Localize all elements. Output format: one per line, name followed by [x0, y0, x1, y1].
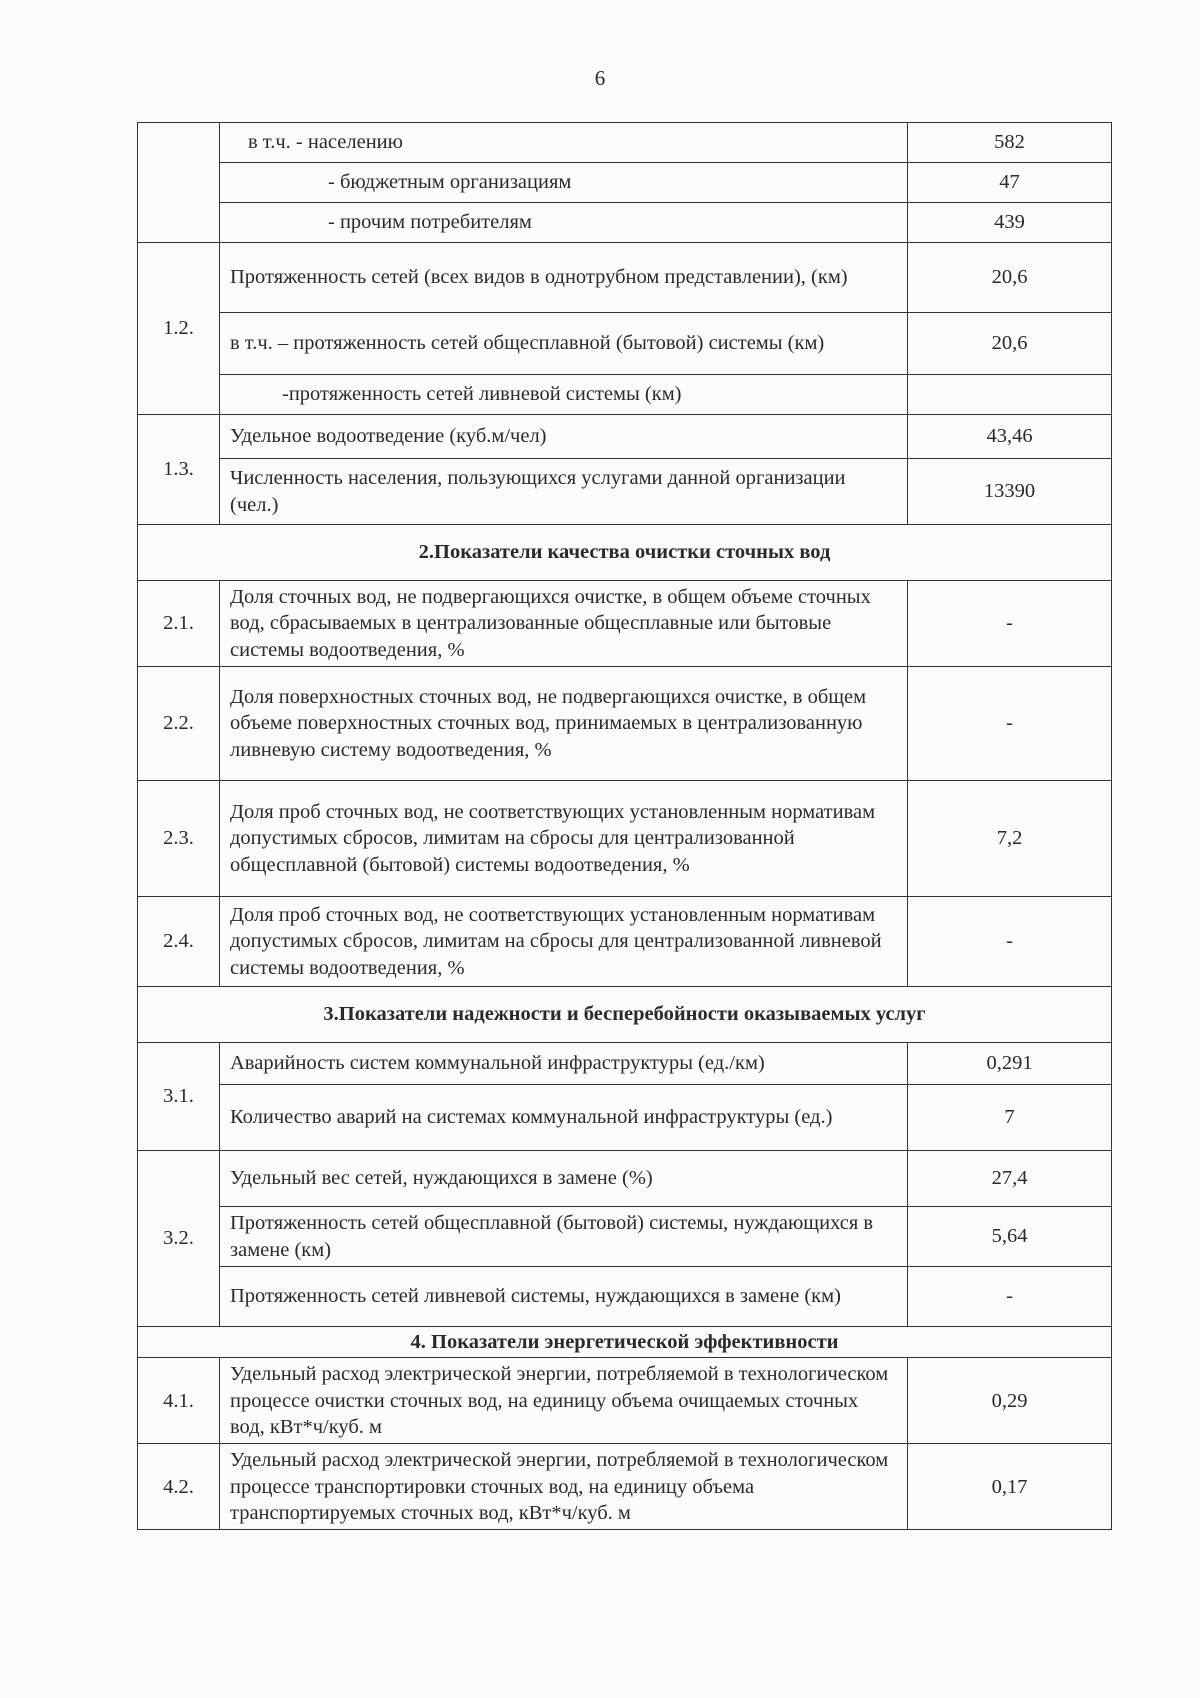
- row-description: Доля поверхностных сточных вод, не подвергающихся очистке, в общем объеме поверхностных сточных вод, принимаемых в централизованную ливневую систему водоотведения, %: [220, 667, 908, 781]
- row-value: -: [908, 1267, 1112, 1327]
- table-row: [138, 897, 1112, 987]
- row-number: 4.1.: [138, 1358, 220, 1444]
- row-value: 582: [908, 123, 1112, 163]
- table-row: [138, 123, 1112, 163]
- row-description: Численность населения, пользующихся услугами данной организации (чел.): [220, 459, 908, 525]
- table-row: [138, 781, 1112, 897]
- row-description: Доля сточных вод, не подвергающихся очистке, в общем объеме сточных вод, сбрасываемых в централизованные общесплавные или бытовые системы водоотведения, %: [220, 581, 908, 667]
- row-value: 13390: [908, 459, 1112, 525]
- row-value: [908, 375, 1112, 415]
- row-number: 3.1.: [138, 1043, 220, 1151]
- section-heading: 4. Показатели энергетической эффективности: [138, 1327, 1112, 1358]
- section-heading: 2.Показатели качества очистки сточных вод: [138, 525, 1112, 581]
- row-value: 43,46: [908, 415, 1112, 459]
- row-value: 0,29: [908, 1358, 1112, 1444]
- row-description: Протяженность сетей (всех видов в однотрубном представлении), (км): [220, 243, 908, 313]
- table-row: [138, 1207, 1112, 1267]
- table-row: [138, 1358, 1112, 1444]
- row-description: Протяженность сетей общесплавной (бытовой) системы, нуждающихся в замене (км): [220, 1207, 908, 1267]
- row-value: 47: [908, 163, 1112, 203]
- table-row: [138, 163, 1112, 203]
- page-number: 6: [594, 66, 606, 90]
- row-description: -протяженность сетей ливневой системы (км): [220, 375, 908, 415]
- table-row: [138, 375, 1112, 415]
- row-description: - бюджетным организациям: [220, 163, 908, 203]
- row-value: -: [908, 667, 1112, 781]
- row-value: 20,6: [908, 243, 1112, 313]
- table-row: [138, 1444, 1112, 1530]
- table-row: [138, 1151, 1112, 1207]
- indicators-table: [137, 122, 1112, 1530]
- table-row: [138, 581, 1112, 667]
- row-value: 0,291: [908, 1043, 1112, 1085]
- row-description: Количество аварий на системах коммунальной инфраструктуры (ед.): [220, 1085, 908, 1151]
- row-number-cell: [138, 123, 220, 243]
- row-description: Доля проб сточных вод, не соответствующих установленным нормативам допустимых сбросов, лимитам на сбросы для централизованной ливневой системы водоотведения, %: [220, 897, 908, 987]
- table-row: [138, 459, 1112, 525]
- row-value: 5,64: [908, 1207, 1112, 1267]
- row-description: Удельный вес сетей, нуждающихся в замене (%): [220, 1151, 908, 1207]
- row-description: - прочим потребителям: [220, 203, 908, 243]
- row-description: Аварийность систем коммунальной инфраструктуры (ед./км): [220, 1043, 908, 1085]
- row-value: 27,4: [908, 1151, 1112, 1207]
- row-description: Удельный расход электрической энергии, потребляемой в технологическом процессе транспортировки сточных вод, на единицу объема транспортируемых сточных вод, кВт*ч/куб. м: [220, 1444, 908, 1530]
- row-number: 4.2.: [138, 1444, 220, 1530]
- row-description: Протяженность сетей ливневой системы, нуждающихся в замене (км): [220, 1267, 908, 1327]
- table-row: [138, 415, 1112, 459]
- row-description: в т.ч. - населению: [220, 123, 908, 163]
- row-number: 2.4.: [138, 897, 220, 987]
- table-row: [138, 203, 1112, 243]
- table-row: [138, 313, 1112, 375]
- table-row: [138, 667, 1112, 781]
- row-value: 20,6: [908, 313, 1112, 375]
- section-heading: 3.Показатели надежности и бесперебойности оказываемых услуг: [138, 987, 1112, 1043]
- table-row: [138, 243, 1112, 313]
- row-number: 2.3.: [138, 781, 220, 897]
- row-description: Доля проб сточных вод, не соответствующих установленным нормативам допустимых сбросов, лимитам на сбросы для централизованной общесплавной (бытовой) системы водоотведения, %: [220, 781, 908, 897]
- section-row: [138, 525, 1112, 581]
- row-number: 1.2.: [138, 243, 220, 415]
- row-number: 2.2.: [138, 667, 220, 781]
- row-number: 1.3.: [138, 415, 220, 525]
- row-description: Удельное водоотведение (куб.м/чел): [220, 415, 908, 459]
- section-row: [138, 1327, 1112, 1358]
- table-row: [138, 1043, 1112, 1085]
- row-description: в т.ч. – протяженность сетей общесплавной (бытовой) системы (км): [220, 313, 908, 375]
- section-row: [138, 987, 1112, 1043]
- row-value: -: [908, 581, 1112, 667]
- row-number: 2.1.: [138, 581, 220, 667]
- table-row: [138, 1267, 1112, 1327]
- row-value: 7,2: [908, 781, 1112, 897]
- row-number: 3.2.: [138, 1151, 220, 1327]
- table-row: [138, 1085, 1112, 1151]
- row-value: 0,17: [908, 1444, 1112, 1530]
- row-description: Удельный расход электрической энергии, потребляемой в технологическом процессе очистки сточных вод, на единицу объема очищаемых сточных вод, кВт*ч/куб. м: [220, 1358, 908, 1444]
- row-value: 7: [908, 1085, 1112, 1151]
- row-value: -: [908, 897, 1112, 987]
- row-value: 439: [908, 203, 1112, 243]
